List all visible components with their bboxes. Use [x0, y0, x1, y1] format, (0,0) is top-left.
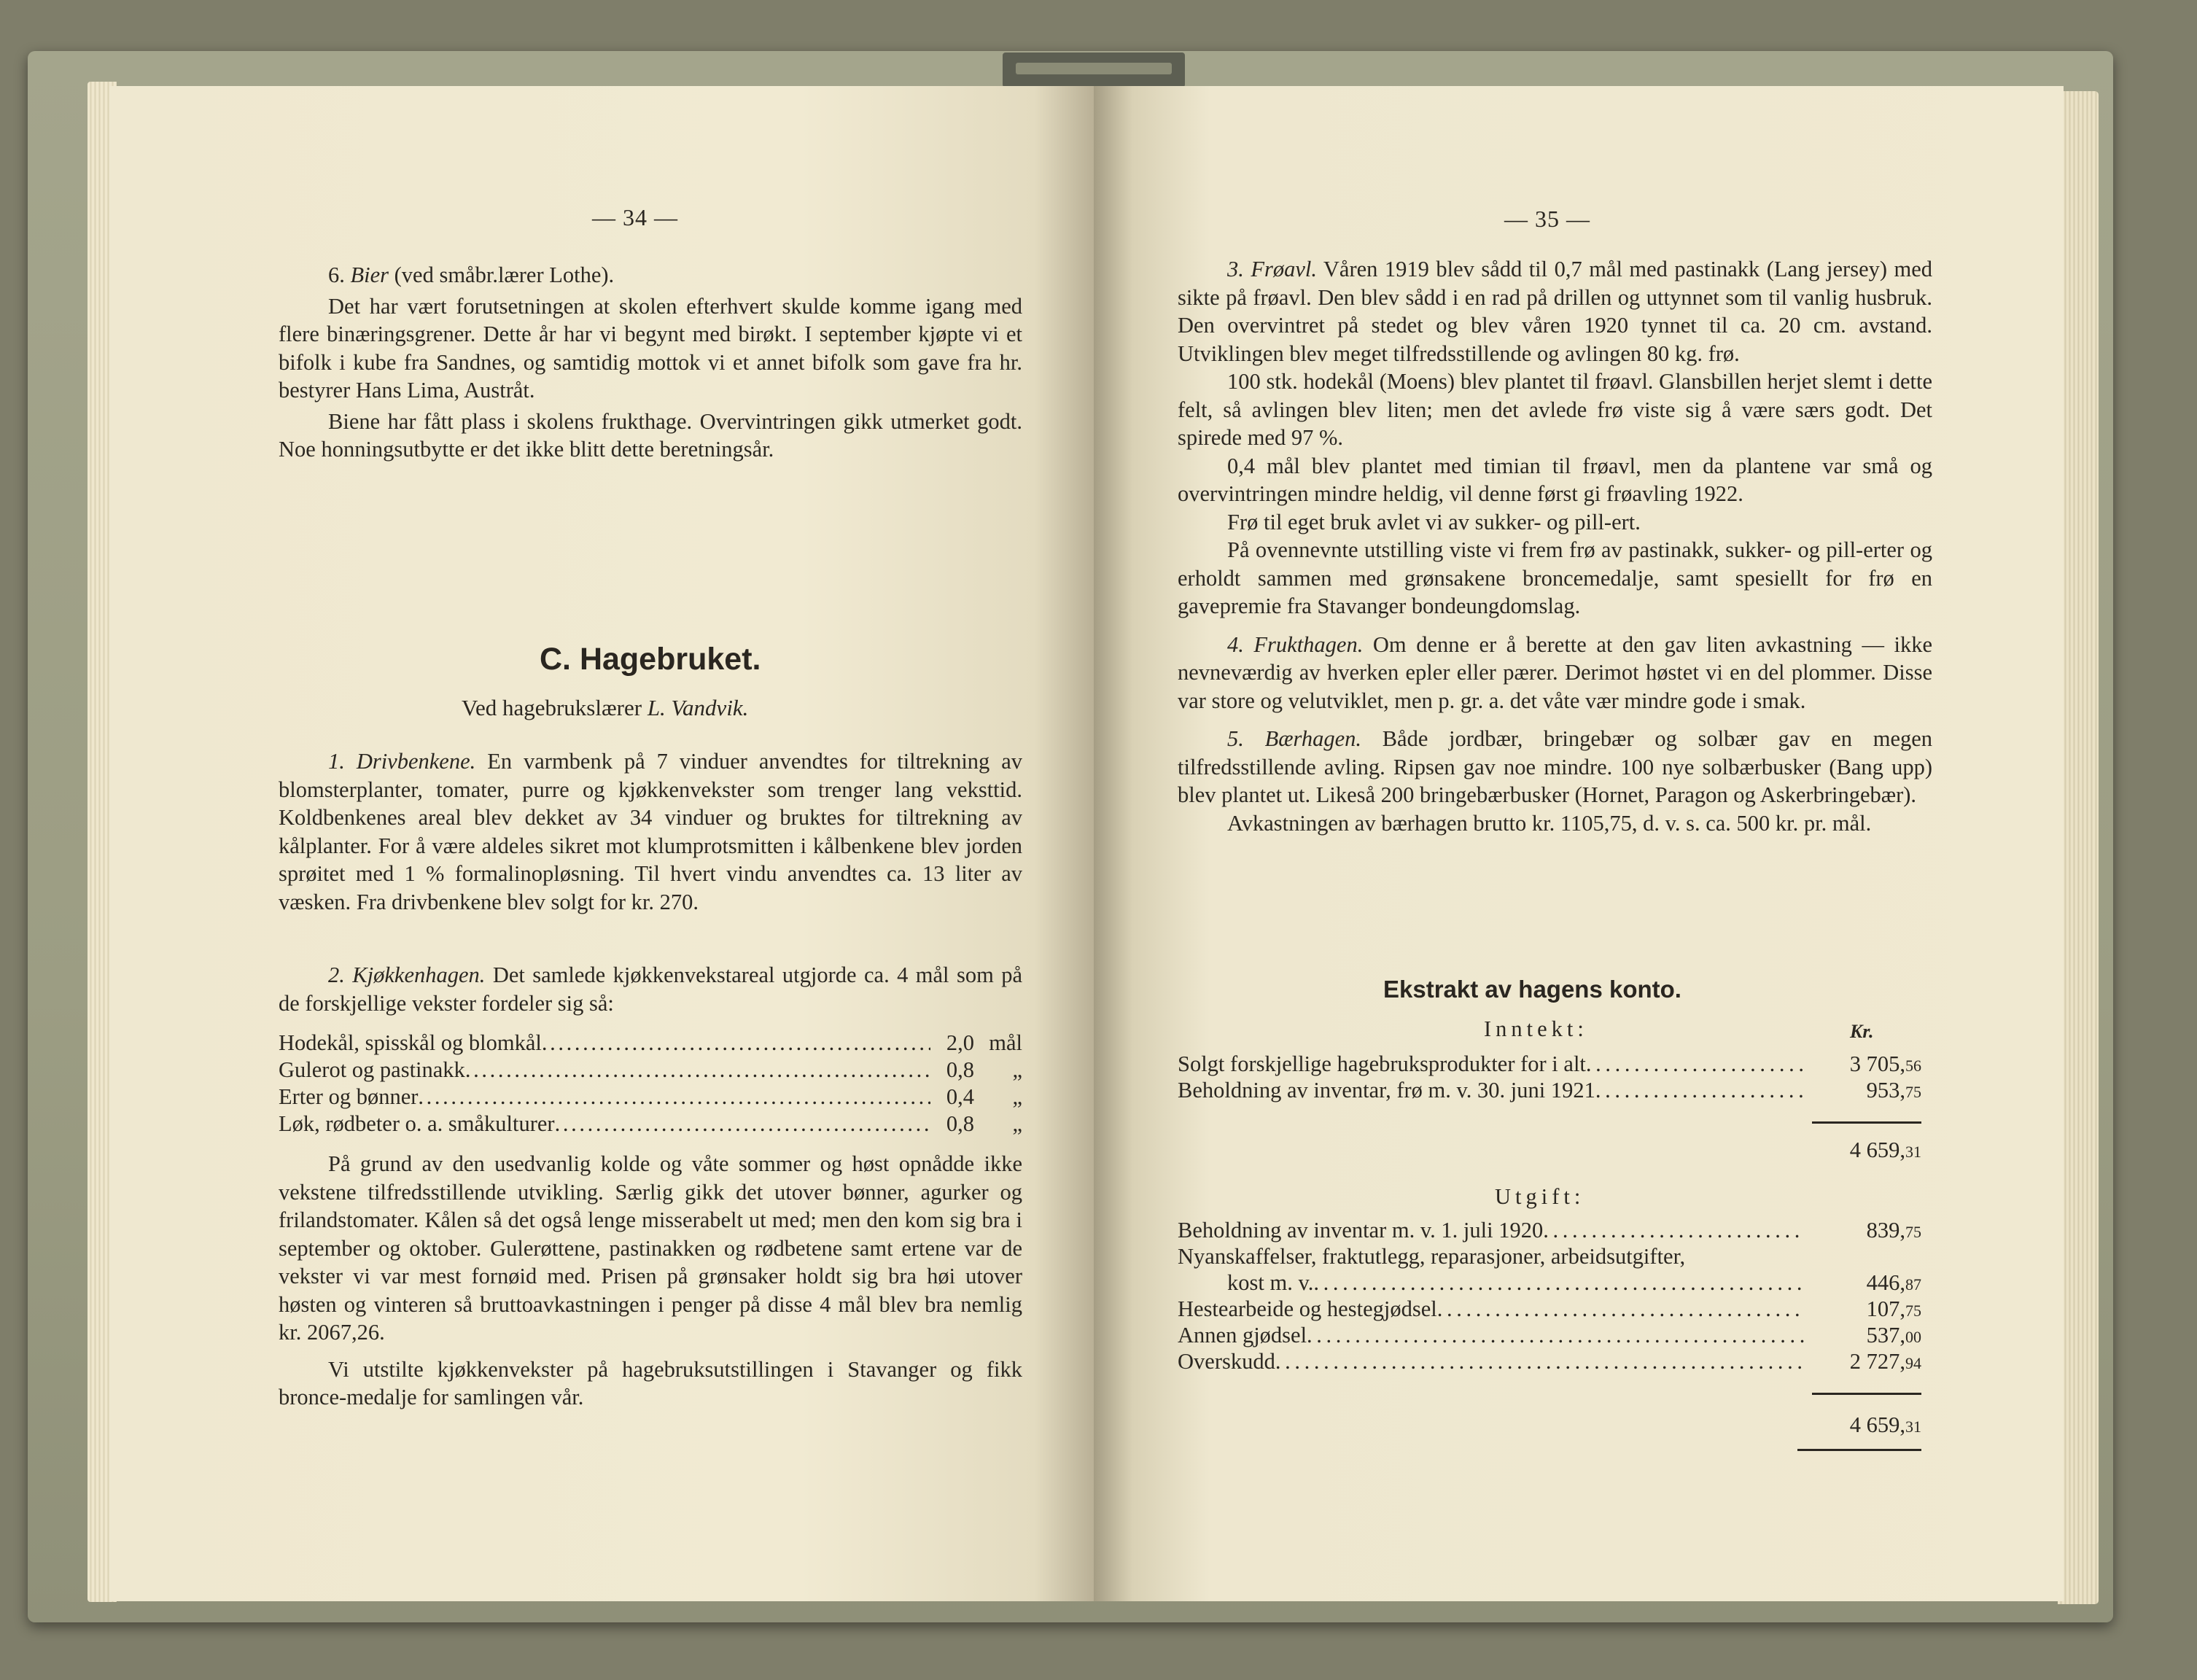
leader-dots: [418, 1083, 930, 1111]
leader-dots: [1437, 1295, 1805, 1323]
expense-item-label: Beholdning av inventar m. v. 1. juli 1920: [1178, 1218, 1544, 1242]
drivbenkene-text: En varmbenk på 7 vinduer anvendtes for tiltrekning av blomsterplanter, tomater, purre og kjøkkenvekster som trenger lang veksttid. Koldbenkenes areal blev dekket av 34 vinduer og bruktes for tiltrekning av kålplanter. For å være aldeles sikret mot klumprotsmitten i kålbenkene blev jorden sprøitet med 1 % formalinopløsning. Til hvert vindu anvendtes ca. 13 liter av væsken. Fra drivbenkene blev solgt for kr. 270.: [279, 749, 1023, 914]
froavl-number: 3.: [1227, 257, 1244, 281]
section-drivbenkene: [279, 747, 1022, 916]
section-title-hagebruket: C. Hagebruket.: [540, 642, 761, 677]
currency-label: Kr.: [1850, 1021, 1874, 1042]
page-number-right: — 35 —: [1504, 206, 1590, 232]
bier-paragraph-1: Det har vært forutsetningen at skolen efterhvert skulde komme igang med flere binæringsgrener. Dette år har vi begynt med birøkt. I september kjøpte vi et bifolk i kube fra Sandnes, og samtidig mottok vi et annet bifolk som gave fra hr. bestyrer Hans Lima, Austråt.: [279, 293, 1022, 402]
expense-double-rule: [1797, 1449, 1921, 1451]
drivbenkene-title: Drivbenkene.: [356, 749, 476, 774]
baerhagen-number: 5.: [1227, 726, 1244, 751]
crop-unit: „: [1012, 1057, 1022, 1082]
table-row: [1178, 1216, 1921, 1242]
page-edges-right: [2058, 91, 2099, 1604]
leader-dots: [555, 1110, 930, 1138]
leader-dots: [1595, 1076, 1805, 1105]
crop-unit: „: [1012, 1111, 1022, 1136]
section-byline: [462, 695, 748, 721]
table-row: [1178, 1050, 1921, 1076]
leader-dots: [1543, 1216, 1805, 1245]
byline-prefix: Ved hagebrukslærer: [462, 695, 642, 720]
income-item-label: Solgt forskjellige hagebruksprodukter for i alt: [1178, 1051, 1586, 1076]
froavl-paragraph-1: [1178, 255, 1932, 368]
amount-dec: 75: [1905, 1302, 1921, 1320]
froavl-paragraph-2: 100 stk. hodekål (Moens) blev plantet til frøavl. Glansbillen herjet slemt i dette felt, så avlingen blev liten; men det avlede frø viste sig å være særs godt. Det spirede med 97 %.: [1178, 369, 1932, 450]
expense-item-amount: [1805, 1216, 1921, 1247]
drivbenkene-paragraph: [279, 747, 1022, 916]
expense-table: [1178, 1216, 1921, 1374]
bier-heading-number: 6.: [328, 262, 345, 287]
crop-value: 2,0: [946, 1030, 974, 1055]
table-row: [1178, 1348, 1921, 1374]
leader-dots: [1307, 1321, 1805, 1350]
expense-total: [1805, 1411, 1921, 1442]
expense-item-label: Annen gjødsel: [1178, 1323, 1307, 1348]
crop-label: Gulerot og pastinakk: [279, 1057, 465, 1082]
section-froavl: [1178, 255, 1932, 837]
account-title: Ekstrakt av hagens konto.: [1383, 976, 1681, 1003]
amount-dec: 56: [1905, 1057, 1921, 1075]
crop-value: 0,4: [946, 1084, 974, 1109]
expense-item-amount: [1805, 1348, 1921, 1378]
spine-band: [1016, 63, 1172, 74]
expense-item-label: Hestearbeide og hestegjødsel: [1178, 1296, 1437, 1321]
frukthagen-number: 4.: [1227, 631, 1244, 657]
kjokkenhagen-number: 2.: [328, 962, 345, 987]
expense-item-label: Overskudd: [1178, 1349, 1275, 1374]
froavl-text: Våren 1919 blev sådd til 0,7 mål med pastinakk (Lang jersey) med sikte på frøavl. Den blev sådd i en rad på drillen og uttynnet som til vanlig husbruk. Den overvintret på stedet og blev våren 1920 tynnet til ca. 20 cm. avstand. Utviklingen blev meget tilfredsstillende og avlingen 80 kg. frø.: [1178, 257, 1932, 366]
leader-dots: [1586, 1050, 1805, 1078]
amount-int: 107,: [1866, 1296, 1905, 1321]
amount-dec: 31: [1905, 1143, 1921, 1161]
crop-unit: „: [1012, 1084, 1022, 1109]
book-spine: [1003, 52, 1185, 88]
amount-int: 4 659,: [1849, 1138, 1905, 1162]
baerhagen-paragraph: [1178, 725, 1932, 809]
froavl-title: Frøavl.: [1251, 257, 1317, 281]
income-label: Inntekt:: [1484, 1016, 1588, 1041]
table-row: [1178, 1321, 1921, 1348]
leader-dots: [542, 1029, 930, 1057]
income-item-label: Beholdning av inventar, frø m. v. 30. juni 1921: [1178, 1078, 1595, 1102]
amount-dec: 94: [1905, 1354, 1921, 1372]
list-item: [279, 1056, 1022, 1083]
section-kjokkenhagen: [279, 961, 1022, 1412]
expense-label: Utgift:: [1495, 1184, 1585, 1209]
list-item: [279, 1029, 1022, 1056]
baerhagen-title: Bærhagen.: [1264, 726, 1362, 751]
table-row: [1178, 1295, 1921, 1321]
amount-int: 446,: [1866, 1270, 1905, 1295]
leader-dots: [465, 1056, 930, 1084]
crop-value: 0,8: [946, 1111, 974, 1136]
amount-dec: 87: [1905, 1275, 1921, 1294]
frukthagen-paragraph: [1178, 631, 1932, 715]
amount-int: 3 705,: [1849, 1051, 1905, 1076]
crop-value: 0,8: [946, 1057, 974, 1082]
leader-dots: [1275, 1348, 1805, 1376]
byline-name: L. Vandvik.: [647, 695, 749, 720]
amount-int: 2 727,: [1849, 1349, 1905, 1374]
crop-label: Løk, rødbeter o. a. småkulturer: [279, 1111, 555, 1136]
froavl-paragraph-4: Frø til eget bruk avlet vi av sukker- og pill-ert.: [1227, 509, 1641, 534]
bier-heading-rest: (ved småbr.lærer Lothe).: [394, 262, 615, 287]
income-table: [1178, 1050, 1921, 1102]
froavl-paragraph-5: På ovennevnte utstilling viste vi frem frø av pastinakk, sukker- og pill-erter og erholdt sammen med grønsakene broncemedalje, samt spesiellt for frø en gavepremie fra Stavanger bondeungdomslag.: [1178, 537, 1932, 618]
list-item: [279, 1083, 1022, 1110]
leader-dots: [1313, 1269, 1805, 1297]
amount-dec: 31: [1905, 1418, 1921, 1436]
table-row: [1178, 1269, 1921, 1295]
amount-dec: 75: [1905, 1223, 1921, 1241]
amount-int: 839,: [1866, 1218, 1905, 1242]
expense-sum-rule: [1812, 1393, 1921, 1395]
crop-unit: mål: [989, 1030, 1022, 1055]
income-item-amount: [1805, 1076, 1921, 1107]
crop-area-list: [279, 1029, 1022, 1137]
kjokkenhagen-paragraph-3: Vi utstilte kjøkkenvekster på hagebruksutstillingen i Stavanger og fikk bronce-medalje for samlingen vår.: [279, 1356, 1022, 1409]
kjokkenhagen-paragraph: [279, 961, 1022, 1017]
baerhagen-text: Både jordbær, bringebær og solbær gav en megen tilfredsstillende avling. Ripsen gav noe mindre. 100 nye solbærbusker (Bang upp) blev plantet ut. Likeså 200 bringebærbusker (Hornet, Paragon og Askerbringebær).: [1178, 726, 1933, 807]
amount-int: 537,: [1866, 1323, 1905, 1348]
bier-paragraph-2: Biene har fått plass i skolens frukthage. Overvintringen gikk utmerket godt. Noe honningsutbytte er det ikke blitt dette beretningsår.: [279, 408, 1022, 462]
bier-heading-title: Bier: [350, 262, 389, 287]
frukthagen-text: Om denne er å berette at den gav liten avkastning — ikke nevneværdig av hverken epler eller pærer. Derimot høstet vi en del plommer. Disse var store og velutviklet, men p. gr. a. det våte vær mindre gode i smak.: [1178, 631, 1933, 713]
kjokkenhagen-text: Det samlede kjøkkenvekstareal utgjorde ca. 4 mål som på de forskjellige vekster fordeler sig så:: [279, 962, 1022, 1016]
amount-dec: 00: [1905, 1328, 1921, 1346]
section-bier: [279, 261, 1022, 464]
expense-item-label: Nyanskaffelser, fraktutlegg, reparasjoner, arbeidsutgifter,: [1178, 1244, 1686, 1269]
amount-int: 953,: [1866, 1078, 1905, 1102]
amount-int: 4 659,: [1849, 1412, 1905, 1437]
drivbenkene-number: 1.: [328, 749, 345, 774]
expense-item-label: kost m. v.: [1227, 1270, 1314, 1295]
page-number-left: — 34 —: [592, 204, 678, 230]
froavl-paragraph-3: 0,4 mål blev plantet med timian til frøavl, men da plantene var små og overvintringen mindre heldig, vil denne først gi frøavling 1922.: [1178, 453, 1932, 506]
table-row: [1178, 1076, 1921, 1102]
amount-dec: 75: [1905, 1083, 1921, 1101]
kjokkenhagen-title: Kjøkkenhagen.: [352, 962, 486, 987]
baerhagen-paragraph-2: Avkastningen av bærhagen brutto kr. 1105,75, d. v. s. ca. 500 kr. pr. mål.: [1227, 810, 1872, 836]
bier-heading: [279, 261, 1022, 289]
income-total: [1805, 1136, 1921, 1167]
crop-label: Erter og bønner: [279, 1084, 419, 1109]
frukthagen-title: Frukthagen.: [1253, 631, 1364, 657]
crop-label: Hodekål, spisskål og blomkål: [279, 1030, 542, 1055]
income-sum-rule: [1812, 1121, 1921, 1124]
list-item: [279, 1110, 1022, 1137]
kjokkenhagen-paragraph-2: På grund av den usedvanlig kolde og våte sommer og høst opnådde ikke vekstene tilfredsstillende utvikling. Særlig gikk det utover bønner, agurker og frilandstomater. Kålen så det også lenge misserabelt ut med; men den kom sig bra i september og oktober. Gulerøttene, pastinakken og rødbetene samt ertene var de vekster vi var mest fornøid med. Prisen på grønsaker holdt sig bra høi utover høsten og vinteren så bruttoavkastningen i penger på disse 4 mål blev bra nemlig kr. 2067,26.: [279, 1151, 1022, 1345]
